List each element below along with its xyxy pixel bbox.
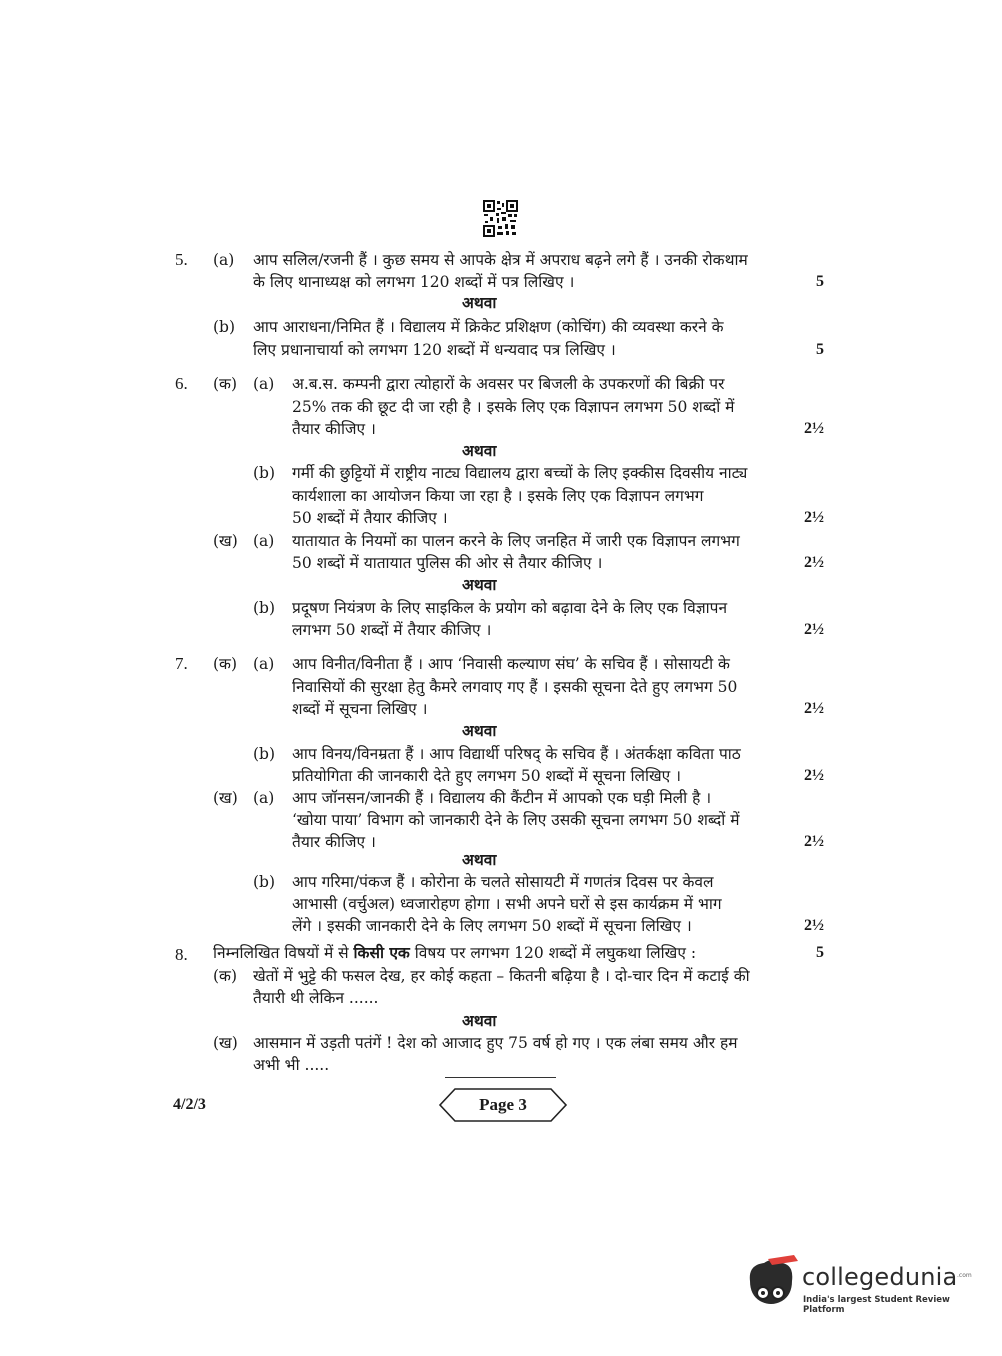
question-text: गर्मी की छुट्टियों में राष्ट्रीय नाट्य विद्यालय द्वारा बच्चों के लिए इक्कीस दिवसीय नाट्य [292, 464, 748, 482]
question-text: निवासियों की सुरक्षा हेतु कैमरे लगवाए गए हैं । इसकी सूचना देते हुए लगभग 50 [292, 678, 738, 696]
or-divider: अथवा [462, 850, 497, 869]
question-text: यातायात के नियमों का पालन करने के लिए जनहित में जारी एक विज्ञापन लगभग [292, 532, 740, 550]
marks: 2½ [804, 554, 824, 571]
question-text: 25% तक की छूट दी जा रही है । इसके लिए एक विज्ञापन लगभग 50 शब्दों में [292, 398, 735, 416]
question-text: के लिए थानाध्यक्ष को लगभग 120 शब्दों में पत्र लिखिए । [253, 273, 575, 291]
part-label: (b) [253, 745, 276, 763]
question-text: आप सलिल/रजनी हैं । कुछ समय से आपके क्षेत्र में अपराध बढ़ने लगे हैं । उनकी रोकथाम [253, 251, 748, 269]
logo-wordmark: collegedunia [802, 1263, 958, 1291]
question-number: 5. [175, 250, 188, 269]
section-label: (क) [213, 375, 237, 393]
question-text: आप विनीत/विनीता हैं । आप ‘निवासी कल्याण संघ’ के सचिव हैं । सोसायटी के [292, 655, 730, 673]
marks: 2½ [804, 700, 824, 717]
or-divider: अथवा [462, 293, 497, 312]
marks: 5 [816, 341, 824, 358]
marks: 2½ [804, 420, 824, 437]
marks: 2½ [804, 917, 824, 934]
question-text: लिए प्रधानाचार्या को लगभग 120 शब्दों में धन्यवाद पत्र लिखिए । [253, 341, 616, 359]
logo-tagline: India's largest Student Review Platform [803, 1295, 950, 1315]
question-text: प्रतियोगिता की जानकारी देते हुए लगभग 50 शब्दों में सूचना लिखिए । [292, 767, 682, 785]
question-number: 8. [175, 945, 188, 964]
marks: 5 [816, 273, 824, 290]
question-text: तैयार कीजिए । [292, 420, 376, 438]
question-text: आप आराधना/निमित हैं । विद्यालय में क्रिकेट प्रशिक्षण (कोचिंग) की व्यवस्था करने के [253, 318, 724, 336]
question-text: तैयार कीजिए । [292, 833, 376, 851]
footer-divider [445, 1077, 556, 1078]
question-text: शब्दों में सूचना लिखिए । [292, 700, 428, 718]
question-text: अ.ब.स. कम्पनी द्वारा त्योहारों के अवसर पर बिजली के उपकरणों की बिक्री पर [292, 375, 725, 393]
part-label: (b) [213, 318, 236, 336]
emphasis-text: किसी एक [353, 943, 410, 962]
question-text: लेंगे । इसकी जानकारी देने के लिए लगभग 50 शब्दों में सूचना लिखिए । [292, 917, 692, 935]
marks: 2½ [804, 621, 824, 638]
question-text: आप विनय/विनम्रता हैं । आप विद्यार्थी परिषद् के सचिव हैं । अंतर्कक्षा कविता पाठ [292, 745, 741, 763]
page-number: Page 3 [479, 1095, 527, 1114]
question-text: 50 शब्दों में तैयार कीजिए । [292, 509, 448, 527]
marks: 2½ [804, 833, 824, 850]
question-text: कार्यशाला का आयोजन किया जा रहा है । इसके लिए एक विज्ञापन लगभग [292, 487, 704, 505]
question-text: आप जॉनसन/जानकी हैं । विद्यालय की कैंटीन में आपको एक घड़ी मिली है । [292, 789, 712, 807]
or-divider: अथवा [462, 1011, 497, 1030]
question-text: तैयारी थी लेकिन ...... [253, 989, 379, 1007]
question-text: आप गरिमा/पंकज हैं । कोरोना के चलते सोसायटी में गणतंत्र दिवस पर केवल [292, 873, 714, 891]
logo-domain: .com [957, 1272, 972, 1279]
or-divider: अथवा [462, 721, 497, 740]
part-label: (a) [213, 251, 235, 269]
marks: 5 [816, 944, 824, 961]
collegedunia-logo [742, 1255, 972, 1315]
section-label: (ख) [213, 1034, 238, 1052]
section-label: (ख) [213, 532, 238, 550]
question-text: प्रदूषण नियंत्रण के लिए साइकिल के प्रयोग को बढ़ावा देने के लिए एक विज्ञापन [292, 599, 728, 617]
or-divider: अथवा [462, 575, 497, 594]
question-text: आसमान में उड़ती पतंगें ! देश को आजाद हुए 75 वर्ष हो गए । एक लंबा समय और हम [253, 1034, 738, 1052]
part-label: (b) [253, 464, 276, 482]
question-text: लगभग 50 शब्दों में तैयार कीजिए । [292, 621, 492, 639]
qr-code [483, 200, 518, 237]
part-label: (a) [253, 655, 275, 673]
part-label: (b) [253, 873, 276, 891]
question-number: 7. [175, 654, 188, 673]
paper-code: 4/2/3 [173, 1096, 206, 1113]
part-label: (a) [253, 375, 275, 393]
section-label: (क) [213, 967, 237, 985]
question-text: ‘खोया पाया’ विभाग को जानकारी देने के लिए उसकी सूचना लगभग 50 शब्दों में [292, 811, 740, 829]
question-text: खेतों में भुट्टे की फसल देख, हर कोई कहता – कितनी बढ़िया है । दो-चार दिन में कटाई की [253, 967, 750, 985]
mascot-icon [742, 1255, 800, 1313]
or-divider: अथवा [462, 441, 497, 460]
part-label: (a) [253, 532, 275, 550]
marks: 2½ [804, 767, 824, 784]
marks: 2½ [804, 509, 824, 526]
part-label: (a) [253, 789, 275, 807]
section-label: (ख) [213, 789, 238, 807]
question-intro: निम्नलिखित विषयों में से किसी एक विषय पर लगभग 120 शब्दों में लघुकथा लिखिए : [213, 943, 697, 962]
question-text: अभी भी ..... [253, 1056, 330, 1074]
section-label: (क) [213, 655, 237, 673]
part-label: (b) [253, 599, 276, 617]
question-text: आभासी (वर्चुअल) ध्वजारोहण होगा । सभी अपने घरों से इस कार्यक्रम में भाग [292, 895, 722, 913]
question-number: 6. [175, 374, 188, 393]
question-text: 50 शब्दों में यातायात पुलिस की ओर से तैयार कीजिए । [292, 554, 603, 572]
